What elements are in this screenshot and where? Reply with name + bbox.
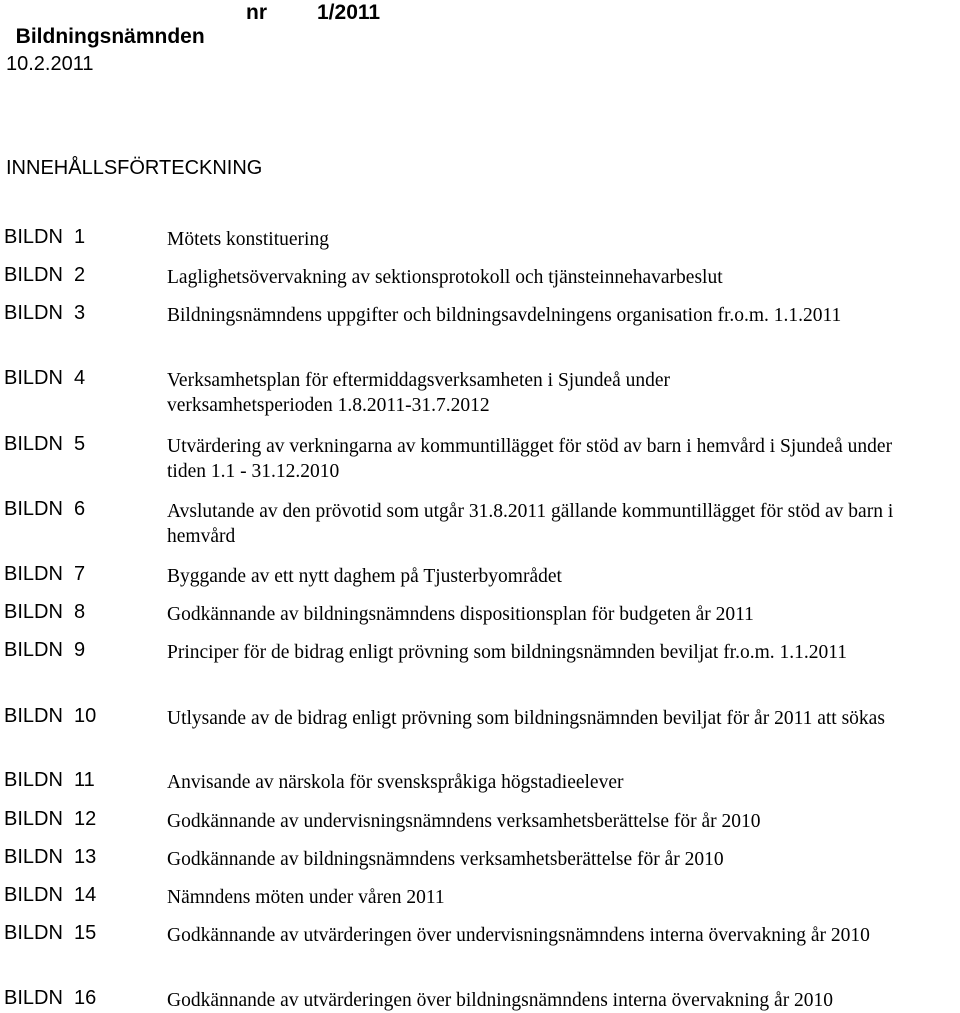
organ-name: Bildningsnämnden [15, 25, 205, 48]
toc-entry-label: BILDN 5 [4, 433, 86, 455]
toc-entry-label: BILDN 1 [4, 226, 86, 248]
toc-entry-text: Laglighetsövervakning av sektionsprotokoll och tjänsteinnehavarbeslut [167, 267, 723, 288]
toc-entry-label: BILDN 14 [4, 884, 97, 906]
toc-entry-text: Byggande av ett nytt daghem på Tjusterbyområdet [167, 566, 562, 587]
toc-entry-text: Godkännande av utvärderingen över bildningsnämndens interna övervakning år 2010 [167, 990, 834, 1011]
toc-entry-label: BILDN 10 [4, 705, 97, 727]
toc-entry-label: BILDN 8 [4, 601, 86, 623]
toc-entry-label: BILDN 2 [4, 264, 86, 286]
toc-entry-text: Godkännande av undervisningsnämndens verksamhetsberättelse för år 2010 [167, 811, 761, 832]
toc-title: INNEHÅLLSFÖRTECKNING [6, 157, 263, 179]
toc-entry-label: BILDN 3 [4, 302, 86, 324]
toc-entry-label: BILDN 15 [4, 922, 97, 944]
toc-entry-text: Godkännande av bildningsnämndens dispositionsplan för budgeten år 2011 [167, 604, 754, 625]
toc-entry-text: Anvisande av närskola för svenskspråkiga högstadieelever [167, 772, 624, 793]
toc-entry-text: Godkännande av bildningsnämndens verksamhetsberättelse för år 2010 [167, 849, 724, 870]
toc-entry-text: Godkännande av utvärderingen över undervisningsnämndens interna övervakning år 2010 [167, 925, 870, 946]
protocol-number: 1/2011 [317, 1, 381, 24]
toc-entry-text: Nämndens möten under våren 2011 [167, 887, 445, 908]
toc-entry-text: Avslutande av den prövotid som utgår 31.8.2011 gällande kommuntillägget för stöd av barn i hemvård [167, 501, 894, 547]
toc-entry-label: BILDN 4 [4, 367, 86, 389]
toc-entry-label: BILDN 9 [4, 639, 86, 661]
toc-entry-text: Utvärdering av verkningarna av kommuntillägget för stöd av barn i hemvård i Sjundeå under tiden 1.1 - 31.12.2010 [167, 436, 893, 482]
toc-entry-label: BILDN 11 [4, 769, 95, 791]
toc-entry-label: BILDN 6 [4, 498, 86, 520]
number-label: nr [246, 1, 267, 24]
toc-entry-text: Mötets konstituering [167, 229, 329, 250]
toc-entry-text: Utlysande av de bidrag enligt prövning som bildningsnämnden beviljat för år 2011 att sökas [167, 708, 885, 729]
toc-entry-text: Bildningsnämndens uppgifter och bildningsavdelningens organisation fr.o.m. 1.1.2011 [167, 305, 842, 326]
toc-entry-text: Verksamhetsplan för eftermiddagsverksamheten i Sjundeå under verksamhetsperioden 1.8.2011-31.7.2012 [167, 370, 671, 416]
toc-entry-text: Principer för de bidrag enligt prövning som bildningsnämnden beviljat fr.o.m. 1.1.2011 [167, 642, 848, 663]
toc-entry-label: BILDN 16 [4, 987, 97, 1009]
toc-entry-label: BILDN 7 [4, 563, 86, 585]
toc-entry-label: BILDN 13 [4, 846, 97, 868]
toc-entry-label: BILDN 12 [4, 808, 97, 830]
meeting-date: 10.2.2011 [6, 53, 94, 75]
